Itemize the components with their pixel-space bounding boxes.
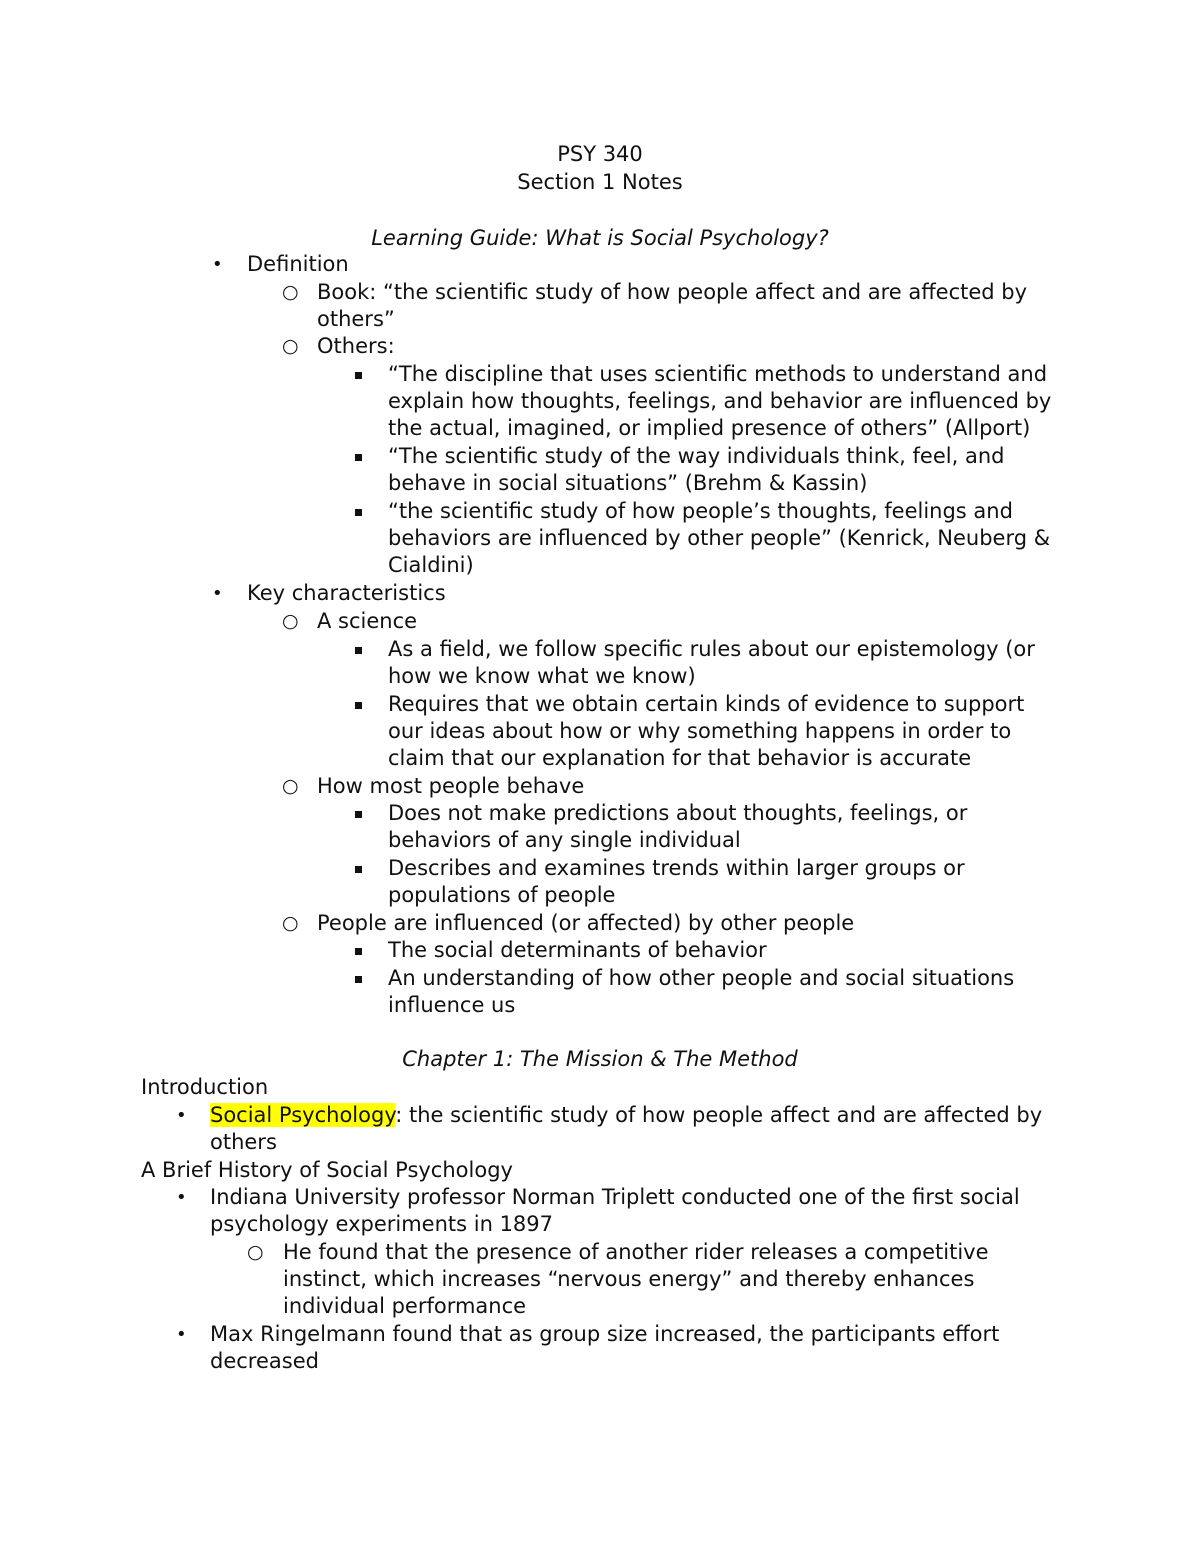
science-point-2-line-1: Requires that we obtain certain kinds of evidence to support <box>388 692 1025 716</box>
triplett-finding-line-3: individual performance <box>283 1294 527 1318</box>
bullet-square-icon <box>355 702 362 709</box>
science-point-1-line-2: how we know what we know) <box>388 664 696 688</box>
bullet-square-icon <box>355 647 362 654</box>
social-psychology-definition-line-1 <box>210 1102 1042 1129</box>
definition-text: : the scientific study of how people affect and are affected by <box>395 1103 1043 1127</box>
bullet-square-icon <box>355 948 362 955</box>
others-label: Others: <box>317 334 395 358</box>
course-title: PSY 340 <box>557 142 643 166</box>
bullet-circle-icon: ○ <box>282 281 299 303</box>
social-psychology-definition-line-2: others <box>210 1130 277 1154</box>
triplett-line-1: Indiana University professor Norman Triplett conducted one of the first social <box>210 1185 1020 1209</box>
kenrick-quote-line-1: “the scientific study of how people’s thoughts, feelings and <box>388 499 1013 523</box>
bullet-disc-icon: • <box>176 1105 187 1126</box>
key-characteristics-label: Key characteristics <box>247 581 446 605</box>
most-people-point-2-line-2: populations of people <box>388 883 616 907</box>
book-definition-line-1: Book: “the scientific study of how people affect and are affected by <box>317 280 1028 304</box>
kenrick-quote-line-3: Cialdini) <box>388 553 474 577</box>
allport-quote-line-1: “The discipline that uses scientific methods to understand and <box>388 362 1048 386</box>
history-heading: A Brief History of Social Psychology <box>141 1158 513 1182</box>
book-definition-line-2: others” <box>317 307 395 331</box>
bullet-square-icon <box>355 509 362 516</box>
learning-guide-title: Learning Guide: What is Social Psychology? <box>371 226 829 250</box>
allport-quote-line-3: the actual, imagined, or implied presence of others” (Allport) <box>388 416 1031 440</box>
bullet-disc-icon: • <box>176 1324 187 1345</box>
ringelmann-line-2: decreased <box>210 1349 319 1373</box>
highlighted-term: Social Psychology <box>210 1103 396 1127</box>
bullet-square-icon <box>355 811 362 818</box>
bullet-circle-icon: ○ <box>282 610 299 632</box>
bullet-disc-icon: • <box>212 254 223 275</box>
ringelmann-line-1: Max Ringelmann found that as group size increased, the participants effort <box>210 1322 1000 1346</box>
chapter-title: Chapter 1: The Mission & The Method <box>402 1047 798 1071</box>
brehm-quote-line-1: “The scientific study of the way individuals think, feel, and <box>388 444 1005 468</box>
influenced-point-2-line-1: An understanding of how other people and social situations <box>388 966 1015 990</box>
bullet-circle-icon: ○ <box>282 335 299 357</box>
introduction-heading: Introduction <box>141 1075 269 1099</box>
triplett-finding-line-1: He found that the presence of another rider releases a competitive <box>283 1240 989 1264</box>
most-people-point-2-line-1: Describes and examines trends within larger groups or <box>388 856 965 880</box>
science-point-1-line-1: As a field, we follow specific rules about our epistemology (or <box>388 637 1035 661</box>
bullet-square-icon <box>355 976 362 983</box>
section-title: Section 1 Notes <box>517 170 683 194</box>
brehm-quote-line-2: behave in social situations” (Brehm & Kassin) <box>388 471 868 495</box>
science-point-2-line-3: claim that our explanation for that behavior is accurate <box>388 746 972 770</box>
bullet-circle-icon: ○ <box>282 775 299 797</box>
a-science-label: A science <box>317 609 418 633</box>
triplett-line-2: psychology experiments in 1897 <box>210 1212 554 1236</box>
definition-label: Definition <box>247 252 349 276</box>
triplett-finding-line-2: instinct, which increases “nervous energy” and thereby enhances <box>283 1267 975 1291</box>
kenrick-quote-line-2: behaviors are influenced by other people” (Kenrick, Neuberg & <box>388 526 1051 550</box>
influenced-label: People are influenced (or affected) by other people <box>317 911 855 935</box>
bullet-disc-icon: • <box>212 583 223 604</box>
influenced-point-2-line-2: influence us <box>388 993 516 1017</box>
bullet-square-icon <box>355 372 362 379</box>
influenced-point-1: The social determinants of behavior <box>388 938 767 962</box>
bullet-circle-icon: ○ <box>247 1241 264 1263</box>
allport-quote-line-2: explain how thoughts, feelings, and behavior are influenced by <box>388 389 1052 413</box>
bullet-square-icon <box>355 866 362 873</box>
most-people-point-1-line-2: behaviors of any single individual <box>388 828 741 852</box>
bullet-disc-icon: • <box>176 1187 187 1208</box>
most-people-point-1-line-1: Does not make predictions about thoughts, feelings, or <box>388 801 968 825</box>
bullet-square-icon <box>355 454 362 461</box>
most-people-label: How most people behave <box>317 774 585 798</box>
science-point-2-line-2: our ideas about how or why something happens in order to <box>388 719 1012 743</box>
bullet-circle-icon: ○ <box>282 912 299 934</box>
